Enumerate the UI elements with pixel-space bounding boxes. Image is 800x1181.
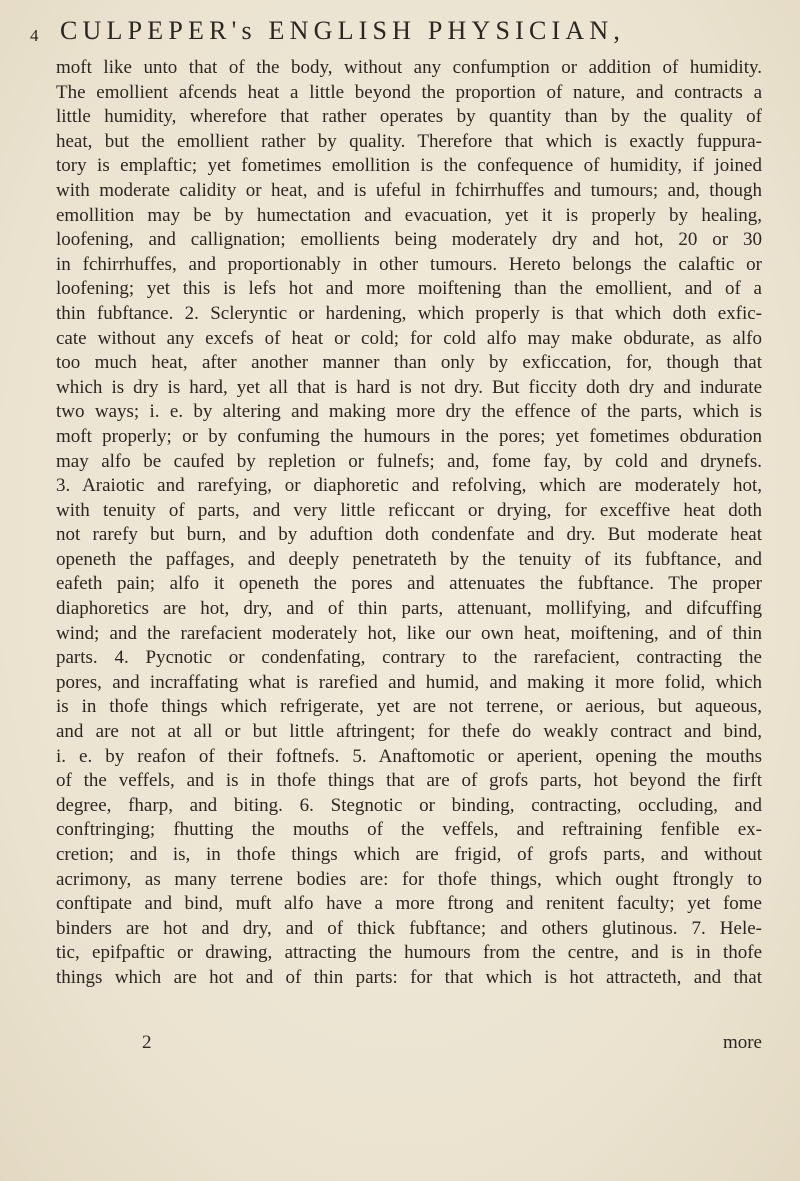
text-line: conftipate and bind, muft alfo have a more ftrong and renitent faculty; yet fome: [56, 893, 762, 915]
text-line: tory is emplaftic; yet fometimes emollition is the confequence of humidity, if joined: [56, 155, 762, 177]
text-line: loofening, and callignation; emollients being moderately dry and hot, 20 or 30: [56, 229, 762, 251]
text-line: with tenuity of parts, and very little reficcant or drying, for exceffive heat doth: [56, 499, 762, 521]
text-line: acrimony, as many terrene bodies are: for thofe things, which ought ftrongly to: [56, 868, 762, 890]
text-line: not rarefy but burn, and by aduftion doth condenfate and dry. But moderate heat: [56, 524, 762, 546]
text-line: heat, but the emollient rather by quality. Therefore that which is exactly fuppura-: [56, 130, 762, 152]
running-head: [24, 12, 776, 52]
text-line: diaphoretics are hot, dry, and of thin parts, attenuant, mollifying, and difcuffing: [56, 598, 762, 620]
text-line: moft like unto that of the body, without any confumption or addition of humidity.: [56, 57, 762, 78]
text-line: little humidity, wherefore that rather operates by quantity than by the quality of: [56, 106, 762, 128]
text-line: may alfo be caufed by repletion or fulnefs; and, fome fay, by cold and drynefs.: [56, 450, 762, 472]
text-line: eafeth pain; alfo it openeth the pores and attenuates the fubftance. The proper: [56, 573, 762, 595]
text-line: wind; and the rarefacient moderately hot, like our own heat, moiftening, and of thin: [56, 622, 762, 644]
text-line: 3. Araiotic and rarefying, or diaphoretic and refolving, which are moderately hot,: [56, 475, 762, 497]
text-line: degree, fharp, and biting. 6. Stegnotic or binding, contracting, occluding, and: [56, 794, 762, 816]
text-line: The emollient afcends heat a little beyond the proportion of nature, and contracts a: [56, 81, 762, 103]
text-line: parts. 4. Pycnotic or condenfating, contrary to the rarefacient, contracting the: [56, 647, 762, 669]
text-line: two ways; i. e. by altering and making more dry the effence of the parts, which is: [56, 401, 762, 423]
text-line: of the veffels, and is in thofe things that are of grofs parts, hot beyond the firft: [56, 770, 762, 792]
text-line: in fchirrhuffes, and proportionably in other tumours. Hereto belongs the calaftic or: [56, 253, 762, 275]
text-line: conftringing; fhutting the mouths of the veffels, and reftraining fenfible ex-: [56, 819, 762, 841]
running-title: CULPEPER's ENGLISH PHYSICIAN,: [60, 16, 626, 45]
text-line: too much heat, after another manner than only by exficcation, for, though that: [56, 352, 762, 374]
text-line: cretion; and is, in thofe things which are frigid, of grofs parts, and without: [56, 844, 762, 865]
text-line: things which are hot and of thin parts: for that which is hot attracteth, and that: [56, 966, 762, 988]
text-line: tic, epifpaftic or drawing, attracting the humours from the centre, and is in thofe: [56, 942, 762, 964]
text-line: openeth the paffages, and deeply penetrateth by the tenuity of its fubftance, and: [56, 548, 762, 570]
text-line: is in thofe things which refrigerate, yet are not terrene, or aerious, but aqueous,: [56, 696, 762, 718]
text-line: cate without any excefs of heat or cold; for cold alfo may make obdurate, as alfo: [56, 327, 762, 349]
text-line: and are not at all or but little aftringent; for thefe do weakly contract and bind,: [56, 721, 762, 743]
text-line: emollition may be by humectation and evacuation, yet it is properly by healing,: [56, 204, 762, 226]
signature-mark: 2: [142, 1032, 152, 1053]
text-line: loofening; yet this is lefs hot and more moiftening than the emollient, and of a: [56, 278, 762, 300]
page-number: 4: [30, 26, 40, 45]
text-line: pores, and incraffating what is rarefied and humid, and making it more folid, which: [56, 671, 762, 693]
text-line: thin fubftance. 2. Scleryntic or hardening, which properly is that which doth exfic-: [56, 302, 762, 324]
text-line: moft properly; or by confuming the humours in the pores; yet fometimes obduration: [56, 425, 762, 447]
text-line: binders are hot and dry, and of thick fubftance; and others glutinous. 7. Hele-: [56, 917, 762, 939]
text-line: i. e. by reafon of their foftnefs. 5. Anaftomotic or aperient, opening the mouths: [56, 745, 762, 767]
body-text: [56, 56, 762, 991]
page-footer: [56, 1032, 762, 1058]
catchword: more: [722, 1032, 762, 1053]
text-line: which is dry is hard, yet all that is hard is not dry. But ficcity doth dry and indurate: [56, 376, 762, 398]
text-line: with moderate calidity or heat, and is ufeful in fchirrhuffes and tumours; and, though: [56, 179, 762, 201]
